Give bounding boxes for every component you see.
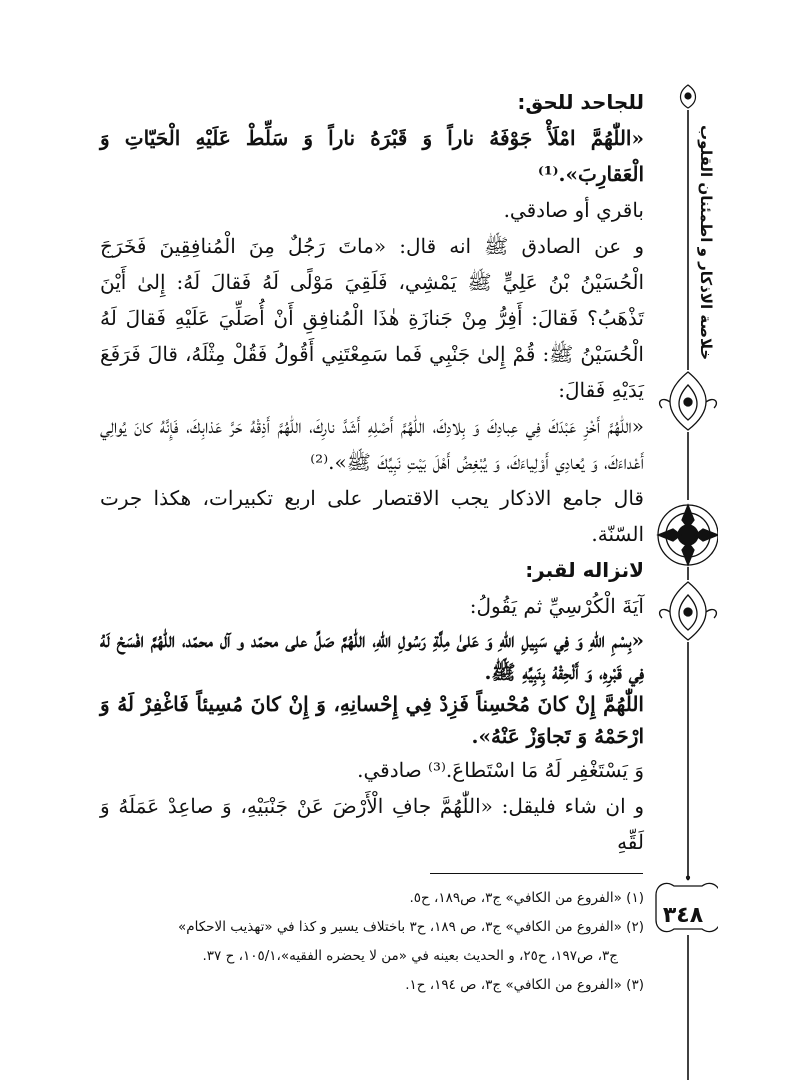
ornament-diamond-icon [660,372,717,430]
footnote: (٢) «الفروع من الكافي» ج٣، ص ١٨٩، ح٣ باختلاف يسير و كذا في «تهذيب الاحكام» [177,919,644,935]
section-heading: لانزاله لقبر: [525,558,644,582]
instruction: آيَةَ الْكُرْسِيِّ ثم يَقُولُ: [469,594,644,618]
section-heading: للجاحد للحق: [517,90,644,114]
ornament-diamond-icon [660,582,717,640]
ornament-rosette-icon [658,505,718,565]
footnote: (٣) «الفروع من الكافي» ج٣، ص ١٩٤، ح١. [405,977,644,993]
ornament-arabesque-icon [681,85,696,108]
footnote-continuation: ج٣، ص١٩٧، ح٢٥، و الحديث بعينه في «من لا يحضره الفقيه»،١٠٥/١، ح ٣٧. [202,948,618,964]
attribution: باقري أو صادقي. [503,198,644,222]
footnote: (١) «الفروع من الكافي» ج٣، ص١٨٩، ح٥. [409,890,644,906]
commentary: قال جامع الاذكار يجب الاقتصار على اربع تكبيرات، هكذا جرت السّنّة. [100,486,644,546]
main-text [100,84,644,860]
footnotes [100,884,644,1000]
prayer-text: «بِسْمِ اللّٰهِ وَ فِي سَبِيلِ اللّٰهِ وَ عَلىٰ مِلَّةِ رَسُولِ اللّٰهِ، اللّٰهُمَّ صَلِّ على محمّد و آل محمّد، اللّٰهُمَّ افْسَحْ لَهُ فِي قَبْرِهِ، وَ أَلْحِقْهُ بِنَبِيِّهِ ﷺ. [100,628,644,684]
prayer-text: و ان شاء فليقل: «اللّٰهُمَّ جافِ الْأَرْضَ عَنْ جَنْبَيْهِ، وَ صاعِدْ عَمَلَهُ وَ لَقِّهِ [100,794,644,854]
footnote-divider [430,873,643,874]
prayer-text: «اللّٰهُمَّ أَخْزِ عَبْدَكَ فِي عِبادِكَ وَ بِلادِكَ، اللّٰهُمَّ أَصْلِهِ أَشَدَّ نارِكَ، اللّٰهُمَّ أَذِقْهُ حَرَّ عَذابِكَ، فَإِنَّهُ كانَ يُوالِي أَعْداءَكَ، وَ يُعادِي أَوْلِياءَكَ، وَ يُبْغِضُ أَهْلَ بَيْتِ نَبِيِّكَ ﷺ».⁽²⁾ [100,414,644,474]
page-number: ٣٤٨ [662,903,704,928]
running-title: خلاصة الاذكار و اطمئنان القلوب [697,124,715,360]
instruction: وَ يَسْتَغْفِر لَهُ مَا اسْتَطاعَ.⁽³⁾ صادقي. [357,758,644,782]
prayer-text: «اللّٰهُمَّ امْلَأْ جَوْفَهُ ناراً وَ قَبْرَهُ ناراً وَ سَلِّطْ عَلَيْهِ الْحَيّاتِ وَ الْعَقارِبَ».⁽¹⁾ [100,126,644,186]
prayer-text: اللّٰهُمَّ إِنْ كانَ مُحْسِناً فَزِدْ فِي إِحْسانِهِ، وَ إِنْ كانَ مُسِيئاً فَاغْفِرْ لَهُ وَ ارْحَمْهُ وَ تَجاوَزْ عَنْهُ». [100,692,644,748]
narration: و عن الصادق ﷺ انه قال: «ماتَ رَجُلٌ مِنَ الْمُنافِقِينَ فَخَرَجَ الْحُسَيْنُ بْنُ عَلِيٍّ ﷺ يَمْشِي، فَلَقِيَ مَوْلًى لَهُ فَقالَ لَهُ: إِلىٰ أَيْنَ تَذْهَبُ؟ فَقالَ: أَفِرُّ مِنْ جَنازَةِ هٰذَا الْمُنافِقِ أَنْ أُصَلِّيَ عَلَيْهِ فَقالَ لَهُ الْحُسَيْنُ ﷺ: قُمْ إِلىٰ جَنْبِي فَما سَمِعْتَنِي أَقُولُ فَقُلْ مِثْلَهُ، قالَ فَرَفَعَ يَدَيْهِ فَقالَ: [100,234,644,402]
